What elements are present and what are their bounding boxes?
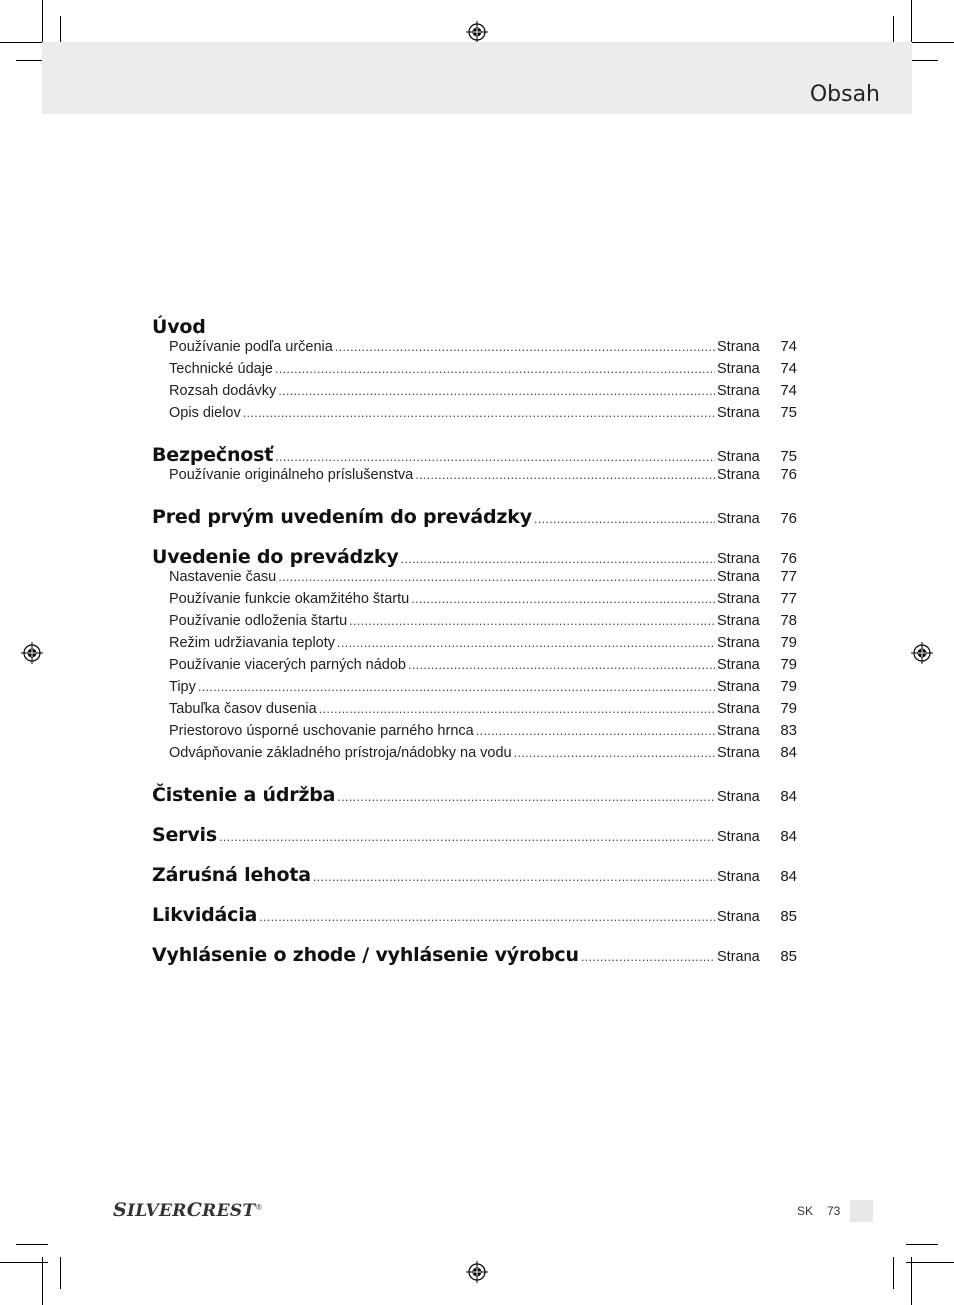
toc-section-heading [152,824,797,846]
toc-page-word: Strana [717,569,760,585]
toc-entry-label: Používanie odloženia štartu [169,613,348,629]
registration-mark-icon [466,1261,488,1283]
toc-section-heading [152,506,797,528]
section-gap [152,766,797,784]
toc-entry-label: Používanie funkcie okamžitého štartu [169,591,410,607]
toc-page-word: Strana [717,657,760,673]
toc-page-word: Strana [717,591,760,607]
dot-leader [259,908,715,926]
toc-page-word: Strana [717,949,760,965]
toc-entry-label: Úvod [152,316,206,338]
dot-leader [335,338,715,356]
section-gap [152,886,797,904]
dot-leader [415,466,715,484]
toc-page-number: 77 [780,568,797,585]
section-gap [152,528,797,546]
toc-page-word: Strana [717,613,760,629]
toc-entry-label: Režim udržiavania teploty [169,635,336,651]
toc-entry-label: Likvidácia [152,904,258,926]
crop-mark-icon [906,1244,938,1245]
toc-entry [152,744,797,766]
section-gap [152,846,797,864]
toc-page-number: 76 [780,510,797,527]
dot-leader [411,590,715,608]
toc-entry-label: Servis [152,824,217,846]
toc-page-number: 84 [780,744,797,761]
footer-tab [850,1200,873,1222]
toc-section-heading [152,546,797,568]
toc-page-number: 74 [780,382,797,399]
toc-entry [152,404,797,426]
brand-logo: SILVERCREST® [113,1199,263,1221]
toc-entry [152,678,797,700]
toc-page-number: 79 [780,700,797,717]
crop-mark-icon [911,1257,912,1305]
language-code: SK [797,1204,814,1218]
page-title: Obsah [809,82,880,107]
toc-section-heading [152,444,797,466]
toc-page-word: Strana [717,829,760,845]
toc-entry [152,722,797,744]
toc-page-word: Strana [717,467,760,483]
toc-page-word: Strana [717,361,760,377]
toc-entry-label: Rozsah dodávky [169,383,277,399]
crop-mark-icon [893,1257,894,1289]
section-gap [152,926,797,944]
toc-page-number: 74 [780,338,797,355]
dot-leader [514,744,715,762]
toc-page-number: 76 [780,466,797,483]
crop-mark-icon [911,0,912,48]
dot-leader [319,700,715,718]
dot-leader [275,360,715,378]
dot-leader [408,656,715,674]
crop-mark-icon [906,1262,954,1263]
toc-page-number: 84 [780,868,797,885]
registration-mark-icon [21,642,43,664]
table-of-contents [152,316,797,966]
toc-section-heading [152,864,797,886]
toc-entry-label: Opis dielov [169,405,241,421]
toc-page-number: 77 [780,590,797,607]
toc-page-number: 85 [780,948,797,965]
toc-entry [152,612,797,634]
toc-entry [152,590,797,612]
toc-page-word: Strana [717,789,760,805]
toc-page-word: Strana [717,635,760,651]
section-gap [152,806,797,824]
toc-page-word: Strana [717,869,760,885]
toc-entry-label: Pred prvým uvedením do prevádzky [152,506,532,528]
toc-entry [152,700,797,722]
toc-entry-label: Bezpečnosť [152,444,274,466]
toc-page-number: 79 [780,656,797,673]
dot-leader [275,448,715,466]
dot-leader [401,550,715,568]
header-band [42,42,912,114]
toc-page-word: Strana [717,383,760,399]
toc-page-number: 75 [780,448,797,465]
toc-section-heading [152,784,797,806]
toc-page-word: Strana [717,723,760,739]
toc-entry-label: Používanie podľa určenia [169,339,333,355]
toc-page-number: 75 [780,404,797,421]
page-number: 73 [827,1204,841,1218]
dot-leader [476,722,715,740]
crop-mark-icon [0,1262,48,1263]
toc-page-number: 85 [780,908,797,925]
crop-mark-icon [0,42,48,43]
toc-page-number: 79 [780,678,797,695]
toc-page-word: Strana [717,745,760,761]
toc-section-heading [152,944,797,966]
dot-leader [349,612,715,630]
dot-leader [243,404,715,422]
toc-section-heading [152,316,797,338]
toc-entry-label: Uvedenie do prevádzky [152,546,399,568]
dot-leader [337,788,715,806]
toc-section-heading [152,904,797,926]
toc-page-word: Strana [717,511,760,527]
section-gap [152,488,797,506]
toc-entry-label: Používanie viacerých parných nádob [169,657,406,673]
toc-entry [152,338,797,360]
toc-page-word: Strana [717,679,760,695]
crop-mark-icon [60,1257,61,1289]
toc-page-number: 79 [780,634,797,651]
toc-entry [152,568,797,590]
toc-page-number: 84 [780,828,797,845]
toc-page-number: 84 [780,788,797,805]
toc-entry [152,466,797,488]
dot-leader [219,828,715,846]
toc-page-word: Strana [717,909,760,925]
crop-mark-icon [42,0,43,48]
toc-entry-label: Odvápňovanie základného prístroja/nádobky na vodu [169,745,512,761]
dot-leader [581,948,715,966]
crop-mark-icon [42,1257,43,1305]
toc-entry-label: Vyhlásenie o zhode / vyhlásenie výrobcu [152,944,579,966]
registration-mark-icon [466,21,488,43]
dot-leader [313,868,715,886]
toc-page-word: Strana [717,701,760,717]
toc-page-word: Strana [717,405,760,421]
toc-page-number: 83 [780,722,797,739]
toc-entry-label: Priestorovo úsporné uschovanie parného hrnca [169,723,474,739]
toc-entry-label: Používanie originálneho príslušenstva [169,467,414,483]
dot-leader [278,568,715,586]
toc-entry-label: Záruśná lehota [152,864,311,886]
dot-leader [534,510,715,528]
toc-entry-label: Tipy [169,679,196,695]
toc-page-word: Strana [717,449,760,465]
dot-leader [198,678,715,696]
registration-mark-icon [911,642,933,664]
toc-entry-label: Nastavenie času [169,569,277,585]
toc-entry [152,360,797,382]
toc-page-number: 78 [780,612,797,629]
toc-entry-label: Čistenie a údržba [152,784,336,806]
toc-page-number: 74 [780,360,797,377]
dot-leader [278,382,715,400]
toc-page-number: 76 [780,550,797,567]
toc-page-word: Strana [717,339,760,355]
toc-page-word: Strana [717,551,760,567]
section-gap [152,426,797,444]
toc-entry-label: Tabuľka časov dusenia [169,701,317,717]
toc-entry [152,382,797,404]
toc-entry [152,634,797,656]
toc-entry-label: Technické údaje [169,361,273,377]
crop-mark-icon [16,1244,48,1245]
dot-leader [337,634,715,652]
toc-entry [152,656,797,678]
crop-mark-icon [906,42,954,43]
